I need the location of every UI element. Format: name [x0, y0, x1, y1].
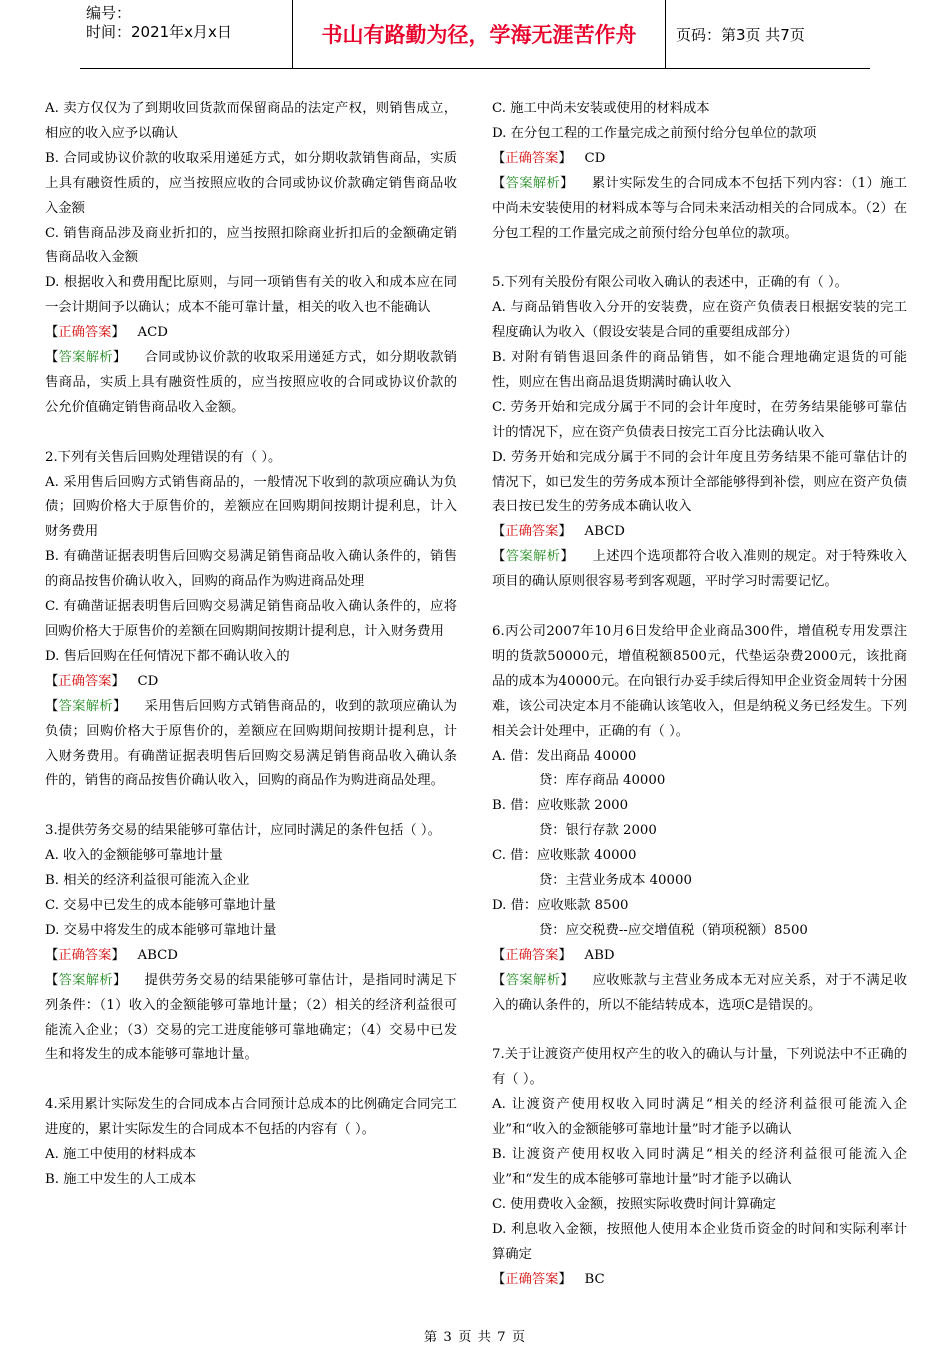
- q1-option-a: A. 卖方仅仅为了到期收回货款而保留商品的法定产权，则销售成立，相应的收入应予以确认: [45, 101, 457, 141]
- q7-option-a: A. 让渡资产使用权收入同时满足“相关的经济利益很可能流入企业”和“收入的金额能够可靠地计量”时才能予以确认: [492, 1097, 907, 1138]
- header-meta: [80, 0, 293, 68]
- q4-option-a: A. 施工中使用的材料成本: [45, 1147, 197, 1163]
- q1-analysis-line: 【答案解析】 合同或协议价款的收取采用递延方式，如分期收款销售商品，实质上具有融资性质的，应当按照应收的合同或协议价款的公允价值确定销售商品收入金额。: [45, 350, 457, 415]
- q4-analysis: 累计实际发生的合同成本不包括下列内容：（1）施工中尚未安装使用的材料成本等与合同未来活动相关的合同成本。（2）在分包工程的工作量完成之前预付给分包单位的款项。: [492, 175, 908, 241]
- q6-option-a-credit: 贷：库存商品 40000: [539, 773, 666, 789]
- q4-answer-line: 【正确答案】 CD: [492, 150, 606, 166]
- header-page-label: 页码：第3页 共7页: [676, 25, 805, 44]
- analysis-tag: 答案解析: [58, 972, 113, 988]
- answer-tag: 正确答案: [58, 673, 112, 689]
- number-label: 编号：: [86, 4, 132, 22]
- q5-analysis: 上述四个选项都符合收入准则的规定。对于特殊收入项目的确认原则很容易考到客观题，平时学习时需要记忆。: [492, 549, 907, 590]
- answer-tag: 正确答案: [58, 325, 112, 341]
- header-motto: 书山有路勤为径，学海无涯苦作舟: [293, 0, 666, 68]
- q2-stem: 2.下列有关售后回购处理错误的有（ ）。: [45, 449, 282, 465]
- q4-answer: CD: [584, 150, 606, 166]
- q7-option-b: B. 让渡资产使用权收入同时满足“相关的经济利益很可能流入企业”和“发生的成本能够可靠地计量”时才能予以确认: [492, 1147, 907, 1187]
- analysis-tag: 答案解析: [58, 698, 113, 714]
- q5-option-c: C. 劳务开始和完成分属于不同的会计年度时，在劳务结果能够可靠估计的情况下，应在资产负债表日按完工百分比法确认收入: [492, 399, 907, 440]
- q3-option-b: B. 相关的经济利益很可能流入企业: [45, 873, 250, 889]
- q5-option-a: A. 与商品销售收入分开的安装费，应在资产负债表日根据安装的完工程度确认为收入（假设安装是合同的重要组成部分）: [492, 300, 907, 341]
- analysis-tag: 答案解析: [505, 972, 561, 988]
- q6-analysis: 应收账款与主营业务成本无对应关系，对于不满足收入的确认条件的，所以不能结转成本，选项C是错误的。: [492, 972, 907, 1013]
- answer-tag: 正确答案: [58, 947, 112, 963]
- q1-option-d: D. 根据收入和费用配比原则，与同一项销售有关的收入和成本应在同一会计期间予以确认；成本不能可靠计量，相关的收入也不能确认: [45, 275, 457, 316]
- page-header: [80, 0, 870, 69]
- q3-option-a: A. 收入的金额能够可靠地计量: [45, 848, 223, 864]
- q7-option-d: D. 利息收入金额，按照他人使用本企业货币资金的时间和实际利率计算确定: [492, 1221, 907, 1262]
- q5-stem: 5.下列有关股份有限公司收入确认的表述中，正确的有（ ）。: [492, 275, 848, 291]
- q5-option-b: B. 对附有销售退回条件的商品销售，如不能合理地确定退货的可能性，则应在售出商品退货期满时确认收入: [492, 350, 907, 390]
- q2-answer: CD: [137, 673, 159, 689]
- q6-option-c-credit: 贷：主营业务成本 40000: [539, 873, 692, 889]
- q1-answer-line: 【正确答案】 ACD: [45, 325, 168, 341]
- q2-option-d: D. 售后回购在任何情况下都不确认收入的: [45, 648, 290, 664]
- q2-option-b: B. 有确凿证据表明售后回购交易满足销售商品收入确认条件的，销售的商品按售价确认收入，回购的商品作为购进商品处理: [45, 549, 457, 590]
- right-column: [492, 97, 907, 1292]
- analysis-tag: 答案解析: [58, 350, 113, 366]
- q7-option-c: C. 使用费收入金额，按照实际收费时间计算确定: [492, 1196, 777, 1212]
- answer-tag: 正确答案: [505, 1271, 559, 1287]
- answer-tag: 正确答案: [505, 524, 559, 540]
- q4-option-b: B. 施工中发生的人工成本: [45, 1171, 197, 1187]
- q4-option-d: D. 在分包工程的工作量完成之前预付给分包单位的款项: [492, 125, 817, 141]
- time-label: 时间：2021年x月x日: [86, 23, 232, 41]
- q2-analysis: 采用售后回购方式销售商品的，收到的款项应确认为负债；回购价格大于原售价的，差额应在回购期间按期计提利息，计入财务费用。有确凿证据表明售后回购交易满足销售商品收入确认条件的，销售的商品按售价确认收入，回购的商品作为购进商品处理。: [45, 698, 457, 789]
- q6-answer-line: 【正确答案】 ABD: [492, 947, 615, 963]
- q1-option-b: B. 合同或协议价款的收取采用递延方式，如分期收款销售商品，实质上具有融资性质的，应当按照应收的合同或协议价款确定销售商品收入金额: [45, 150, 457, 216]
- analysis-tag: 答案解析: [505, 175, 561, 191]
- q3-option-d: D. 交易中将发生的成本能够可靠地计量: [45, 922, 277, 938]
- q6-stem: 6.丙公司2007年10月6日发给甲企业商品300件，增值税专用发票注明的货款50000元，增值税额8500元，代垫运杂费2000元，该批商品的成本为40000元。在向银行办妥手续后得知甲企业资金周转十分困难，该公司决定本月不能确认该笔收入，但是纳税义务已经发生。下列相关会计处理中，正确的有（ ）。: [492, 624, 907, 739]
- q3-option-c: C. 交易中已发生的成本能够可靠地计量: [45, 897, 276, 913]
- analysis-tag: 答案解析: [505, 549, 561, 565]
- q6-option-d-debit: D. 借：应收账款 8500: [492, 897, 629, 913]
- q5-option-d: D. 劳务开始和完成分属于不同的会计年度且劳务结果不能可靠估计的情况下，如已发生的劳务成本预计全部能够得到补偿，则应在资产负债表日按已发生的劳务成本确认收入: [492, 449, 907, 515]
- q6-option-c-debit: C. 借：应收账款 40000: [492, 848, 637, 864]
- q3-answer-line: 【正确答案】 ABCD: [45, 947, 178, 963]
- q2-answer-line: 【正确答案】 CD: [45, 673, 159, 689]
- q5-answer: ABCD: [584, 524, 625, 540]
- q2-option-a: A. 采用售后回购方式销售商品的，一般情况下收到的款项应确认为负债；回购价格大于原售价的，差额应在回购期间按期计提利息，计入财务费用: [45, 474, 457, 540]
- q7-answer-line: 【正确答案】 BC: [492, 1271, 605, 1287]
- q6-option-a-debit: A. 借：发出商品 40000: [492, 748, 637, 764]
- left-column: [45, 97, 457, 1193]
- q4-stem: 4.采用累计实际发生的合同成本占合同预计总成本的比例确定合同完工进度的，累计实际发生的合同成本不包括的内容有（ ）。: [45, 1097, 457, 1138]
- q7-stem: 7.关于让渡资产使用权产生的收入的确认与计量，下列说法中不正确的有（ ）。: [492, 1047, 907, 1088]
- q6-option-d-credit: 贷：应交税费--应交增值税（销项税额）8500: [539, 922, 808, 938]
- q1-option-c: C. 销售商品涉及商业折扣的，应当按照扣除商业折扣后的金额确定销售商品收入金额: [45, 225, 457, 266]
- q2-analysis-line: 【答案解析】 采用售后回购方式销售商品的，收到的款项应确认为负债；回购价格大于原售价的，差额应在回购期间按期计提利息，计入财务费用。有确凿证据表明售后回购交易满足销售商品收入确认条件的，销售的商品按售价确认收入，回购的商品作为购进商品处理。: [45, 698, 457, 789]
- answer-tag: 正确答案: [505, 947, 559, 963]
- page-footer: 第 3 页 共 7 页: [423, 1330, 527, 1345]
- q4-analysis-line: 【答案解析】 累计实际发生的合同成本不包括下列内容：（1）施工中尚未安装使用的材料成本等与合同未来活动相关的合同成本。（2）在分包工程的工作量完成之前预付给分包单位的款项。: [492, 175, 908, 241]
- q2-option-c: C. 有确凿证据表明售后回购交易满足销售商品收入确认条件的，应将回购价格大于原售价的差额在回购期间按期计提利息，计入财务费用: [45, 599, 457, 640]
- q5-analysis-line: 【答案解析】 上述四个选项都符合收入准则的规定。对于特殊收入项目的确认原则很容易考到客观题，平时学习时需要记忆。: [492, 549, 907, 590]
- q1-analysis: 合同或协议价款的收取采用递延方式，如分期收款销售商品，实质上具有融资性质的，应当按照应收的合同或协议价款的公允价值确定销售商品收入金额。: [45, 350, 457, 415]
- q3-stem: 3.提供劳务交易的结果能够可靠估计，应同时满足的条件包括（ ）。: [45, 823, 441, 839]
- q6-answer: ABD: [584, 947, 615, 963]
- q3-analysis-line: 【答案解析】 提供劳务交易的结果能够可靠估计，是指同时满足下列条件：（1）收入的金额能够可靠地计量；（2）相关的经济利益很可能流入企业；（3）交易的完工进度能够可靠地确定；（4）交易中已发生和将发生的成本能够可靠地计量。: [45, 972, 457, 1063]
- q3-analysis: 提供劳务交易的结果能够可靠估计，是指同时满足下列条件：（1）收入的金额能够可靠地计量；（2）相关的经济利益很可能流入企业；（3）交易的完工进度能够可靠地确定；（4）交易中已发生和将发生的成本能够可靠地计量。: [45, 972, 457, 1063]
- q5-answer-line: 【正确答案】 ABCD: [492, 524, 625, 540]
- answer-tag: 正确答案: [505, 150, 559, 166]
- q3-answer: ABCD: [137, 947, 178, 963]
- q1-answer: ACD: [137, 325, 168, 341]
- q6-option-b-credit: 贷：银行存款 2000: [539, 823, 657, 839]
- q6-analysis-line: 【答案解析】 应收账款与主营业务成本无对应关系，对于不满足收入的确认条件的，所以不能结转成本，选项C是错误的。: [492, 972, 907, 1013]
- q6-option-b-debit: B. 借：应收账款 2000: [492, 798, 629, 814]
- q4-option-c: C. 施工中尚未安装或使用的材料成本: [492, 101, 710, 116]
- q7-answer: BC: [584, 1271, 605, 1287]
